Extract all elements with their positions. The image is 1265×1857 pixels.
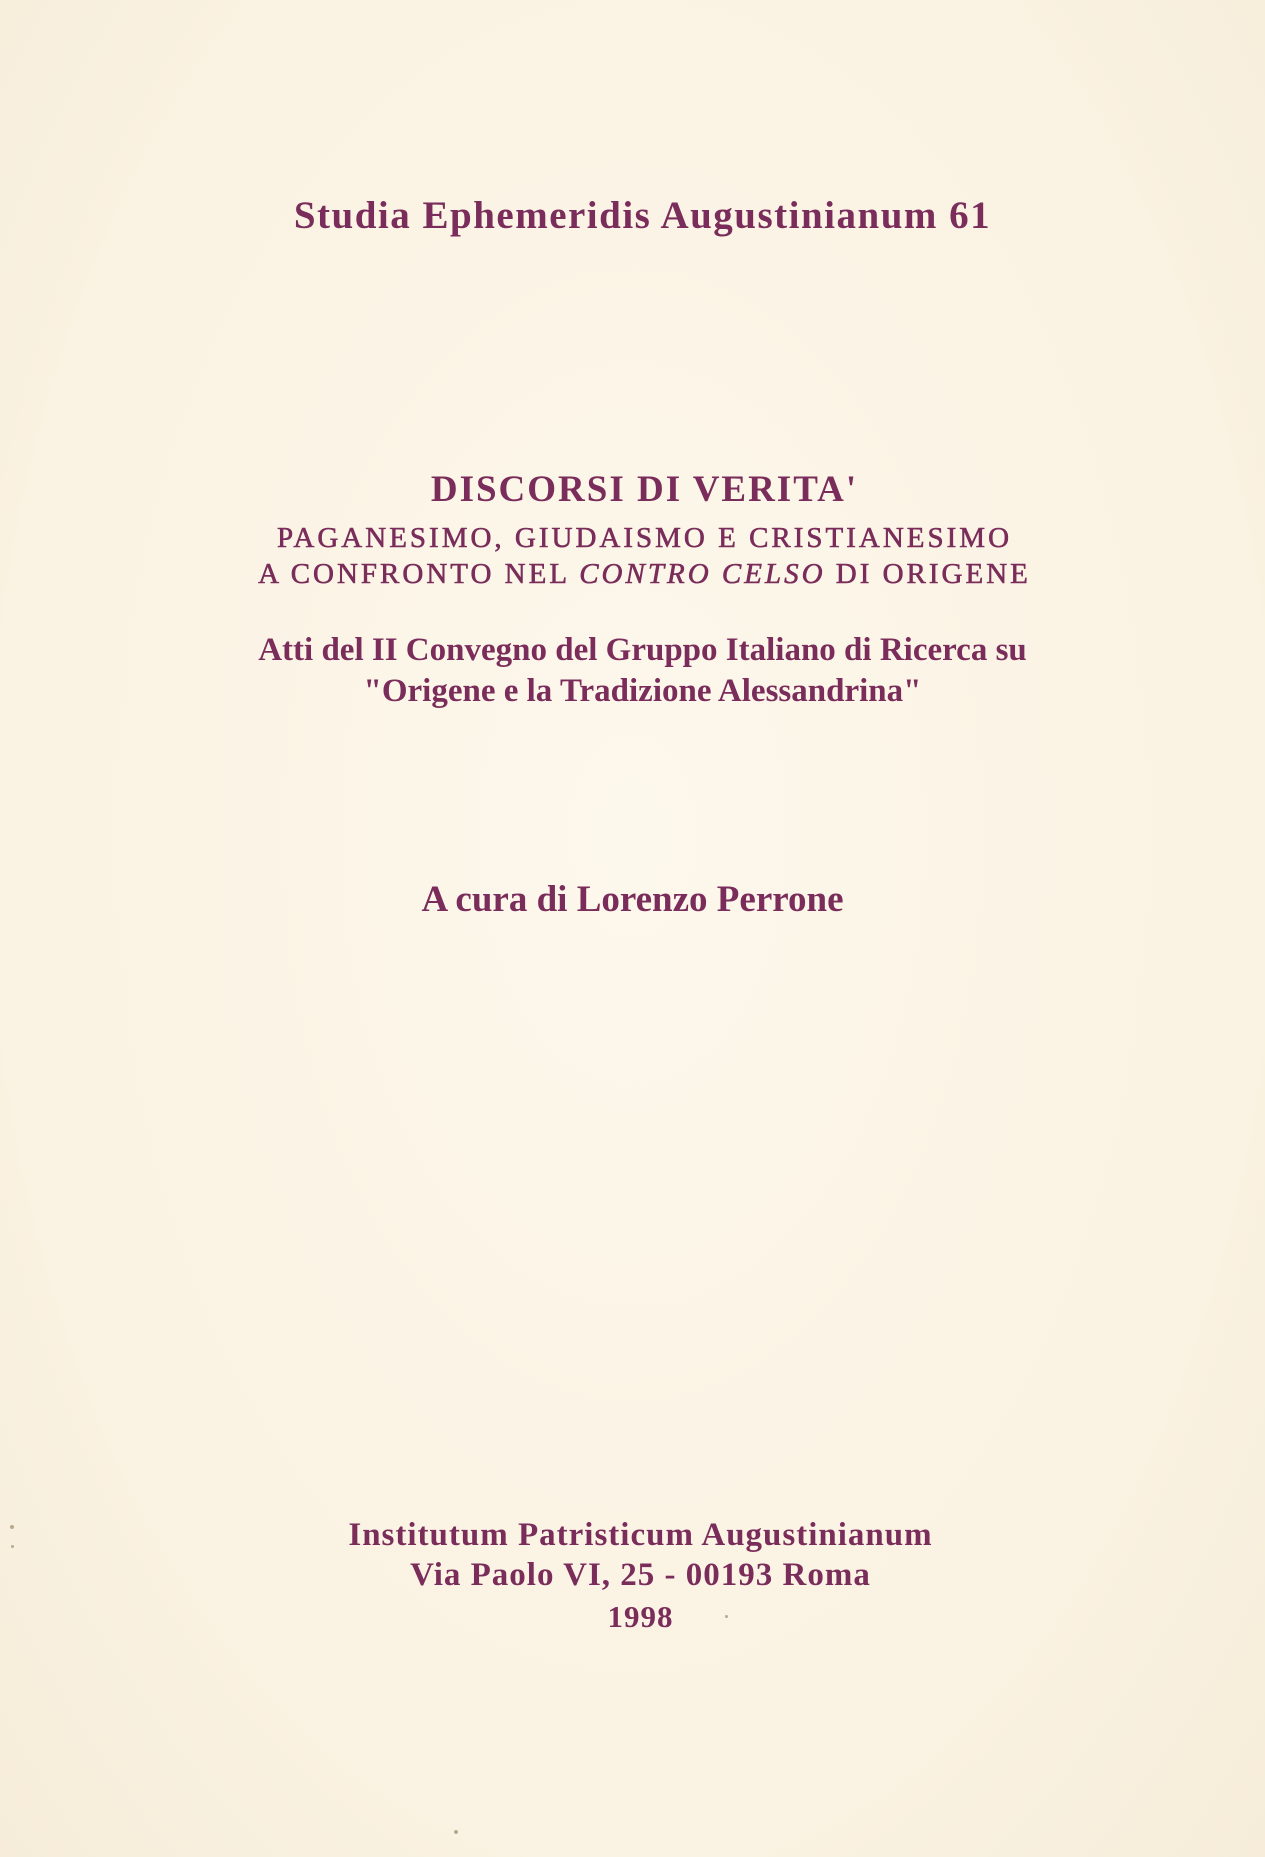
- subtitle-line-2: [12, 558, 1265, 591]
- book-title: DISCORSI DI VERITA': [430, 469, 859, 510]
- acts-line-1: Atti del II Convegno del Gruppo Italiano di Ricerca su: [258, 632, 1027, 668]
- subtitle-line-1: PAGANESIMO, GIUDAISMO E CRISTIANESIMO: [276, 522, 1013, 554]
- subtitle-line-2-italic: CONTRO CELSO: [579, 558, 826, 590]
- paper-speck: [454, 1830, 458, 1834]
- publisher-address: Via Paolo VI, 25 - 00193 Roma: [410, 1557, 871, 1593]
- publisher-name: Institutum Patristicum Augustinianum: [348, 1517, 933, 1553]
- subtitle-line-2-prefix: A CONFRONTO NEL: [258, 558, 580, 590]
- paper-speck: [11, 1545, 14, 1548]
- series-title: Studia Ephemeridis Augustinianum 61: [293, 194, 992, 237]
- acts-line-2: "Origene e la Tradizione Alessandrina": [363, 673, 922, 709]
- editor-credit: A cura di Lorenzo Perrone: [421, 879, 844, 920]
- paper-speck: [10, 1525, 14, 1529]
- paper-speck: [725, 1615, 728, 1618]
- subtitle-line-2-suffix: DI ORIGENE: [825, 558, 1031, 590]
- publication-year: 1998: [607, 1599, 674, 1634]
